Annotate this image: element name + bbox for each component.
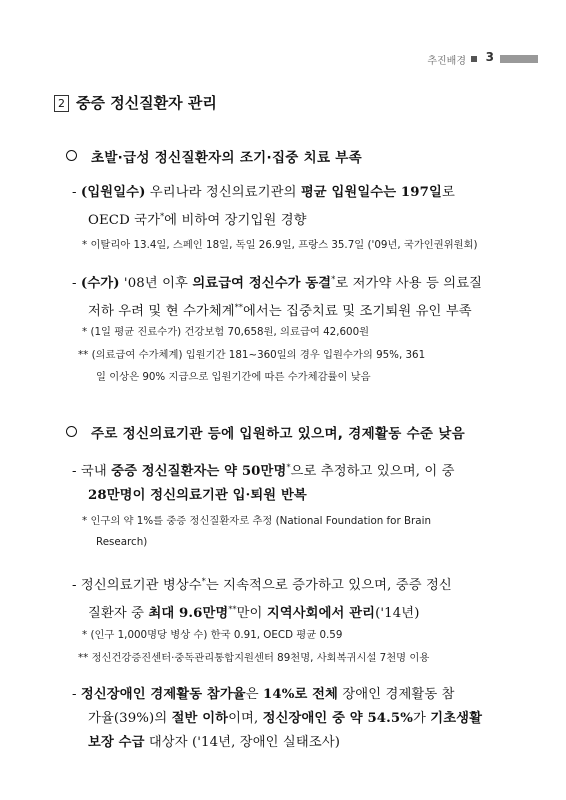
item-text: 에 비하여 장기입원 경향 xyxy=(164,213,307,228)
item-text: 로 저가약 사용 등 의료질 xyxy=(335,276,483,291)
item-text: 저하 우려 및 현 수가체계 xyxy=(88,304,235,319)
item-continuation xyxy=(72,205,520,233)
footnote-mark: ** xyxy=(234,303,243,312)
item-emphasis: (수가) xyxy=(80,276,120,291)
list-item xyxy=(72,268,520,324)
item-continuation xyxy=(72,707,520,731)
point-heading-text: 초발·급성 정신질환자의 조기·집중 치료 부족 xyxy=(91,150,362,166)
point-heading xyxy=(66,422,465,442)
item-continuation xyxy=(72,731,520,755)
item-emphasis: 보장 수급 xyxy=(88,735,145,750)
item-text: 질환자 중 xyxy=(88,606,149,621)
item-text: 가 xyxy=(412,711,431,726)
list-item xyxy=(72,181,520,233)
item-text: 으로 추정하고 있으며, 이 중 xyxy=(290,464,455,479)
footnote xyxy=(82,236,518,255)
item-continuation xyxy=(72,598,520,626)
item-emphasis: 절반 이하 xyxy=(171,711,229,726)
header-section: 추진배경 xyxy=(427,56,466,67)
item-emphasis: (입원일수) xyxy=(80,185,146,200)
item-text: 은 xyxy=(245,687,263,702)
footnote-text: 정신건강증진센터·중독관리통합지원센터 89천명, 사회복귀시설 7천명 이용 xyxy=(91,652,430,664)
circle-bullet-icon xyxy=(66,150,77,161)
item-text: 는 지속적으로 증가하고 있으며, 중증 정신 xyxy=(205,578,452,593)
item-text: 우리나라 정신의료기관의 xyxy=(145,185,301,200)
item-continuation xyxy=(72,484,520,508)
list-item xyxy=(72,456,520,508)
item-text: - 정신의료기관 병상수 xyxy=(72,578,202,593)
footnote-mark: * xyxy=(286,463,291,472)
item-text: - xyxy=(72,185,81,200)
circle-bullet-icon xyxy=(66,426,77,437)
footnote-mark: * xyxy=(201,577,206,586)
point-heading-text: 주로 정신의료기관 등에 입원하고 있으며, 경제활동 수준 낮음 xyxy=(91,426,465,442)
header-bar xyxy=(500,55,538,63)
footnote-text: (의료급여 수가체계) 입원기간 181~360일의 경우 입원수가의 95%, 361 xyxy=(91,349,426,361)
footnote-mark: * xyxy=(82,629,88,641)
footnote xyxy=(82,323,518,342)
footnote-text: Research) xyxy=(96,536,148,548)
footnote-mark: * xyxy=(160,212,165,221)
footnote-text: (인구 1,000명당 병상 수) 한국 0.91, OECD 평균 0.59 xyxy=(90,629,343,641)
item-emphasis: 정신장애인 중 약 54.5% xyxy=(262,711,413,726)
item-emphasis: 14%로 전체 xyxy=(263,687,339,702)
footnote-text: 이탈리아 13.4일, 스페인 18일, 독일 26.9일, 프랑스 35.7일 ('09년, 국가인권위원회) xyxy=(90,239,478,251)
list-item xyxy=(72,683,520,755)
section-title-text: 중증 정신질환자 관리 xyxy=(76,94,217,112)
footnote-mark: ** xyxy=(228,605,237,614)
item-text: - xyxy=(72,276,81,291)
footnote-mark: ** xyxy=(78,652,89,664)
item-text: OECD 국가 xyxy=(88,213,161,228)
footnote-mark: * xyxy=(82,326,88,338)
item-emphasis: 기초생활 xyxy=(430,711,483,726)
footnote-mark: ** xyxy=(78,349,89,361)
item-text: ('14년) xyxy=(375,606,420,621)
item-text: 장애인 경제활동 참 xyxy=(338,687,455,702)
item-emphasis: 정신장애인 경제활동 참가율 xyxy=(80,687,246,702)
section-number: 2 xyxy=(54,95,69,112)
footnote-text: (1일 평균 진료수가) 건강보험 70,658원, 의료급여 42,600원 xyxy=(90,326,370,338)
page-header xyxy=(0,50,566,70)
point-heading xyxy=(66,146,362,166)
footnote-mark: * xyxy=(331,275,336,284)
item-text: 로 xyxy=(441,185,455,200)
item-text: 가율(39%)의 xyxy=(88,711,172,726)
item-continuation xyxy=(72,296,520,324)
footnote xyxy=(78,346,514,387)
footnote xyxy=(78,649,514,668)
footnote xyxy=(82,626,518,645)
item-emphasis: 지역사회에서 관리 xyxy=(266,606,376,621)
page-number: 3 xyxy=(485,50,494,64)
item-emphasis: 중증 정신질환자는 약 50만명 xyxy=(111,464,287,479)
header-square-icon xyxy=(471,56,477,62)
item-text: 이며, xyxy=(228,711,263,726)
footnote-text: 일 이상은 90% 지급으로 입원기간에 따른 수가체감률이 낮음 xyxy=(96,371,371,383)
item-text: 에서는 집중치료 및 조기퇴원 유인 부족 xyxy=(242,304,472,319)
item-emphasis: 28만명이 정신의료기관 입·퇴원 반복 xyxy=(88,488,307,503)
footnote-mark: * xyxy=(82,239,88,251)
item-text: 만이 xyxy=(236,606,267,621)
list-item xyxy=(72,570,520,626)
item-text: '08년 이후 xyxy=(119,276,193,291)
item-text: 대상자 ('14년, 장애인 실태조사) xyxy=(144,735,340,750)
footnote xyxy=(82,512,518,552)
footnote-text: 인구의 약 1%를 중증 정신질환자로 추정 (National Foundation for Brain xyxy=(90,515,431,527)
item-emphasis: 평균 입원일수는 197일 xyxy=(300,185,442,200)
footnote-mark: * xyxy=(82,515,88,527)
item-emphasis: 의료급여 정신수가 동결 xyxy=(192,276,332,291)
item-emphasis: 최대 9.6만명 xyxy=(148,606,229,621)
item-text: - xyxy=(72,687,81,702)
section-title xyxy=(54,92,217,113)
item-text: - 국내 xyxy=(72,464,112,479)
